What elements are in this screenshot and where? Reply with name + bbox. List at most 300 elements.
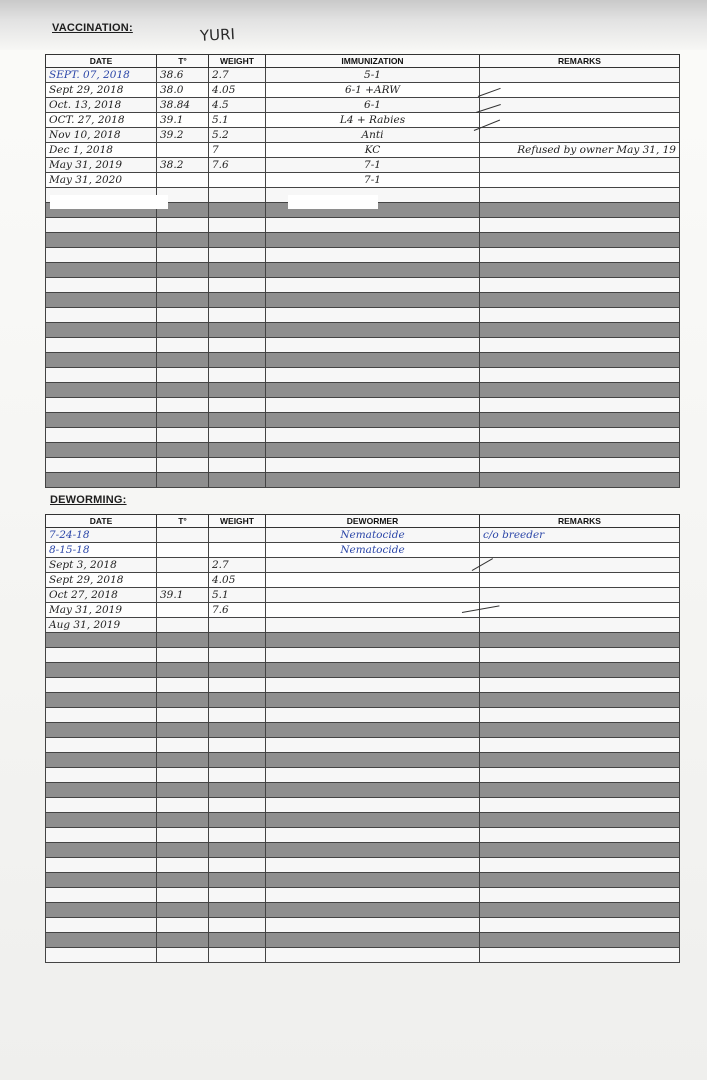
deworming-cell-temp	[157, 648, 209, 663]
deworming-cell-weight: 2.7	[209, 558, 266, 573]
deworming-cell-weight	[209, 933, 266, 948]
deworming-cell-weight	[209, 738, 266, 753]
deworming-cell-temp	[157, 738, 209, 753]
vaccination-cell-date	[46, 443, 157, 458]
deworming-cell-weight: 4.05	[209, 573, 266, 588]
deworming-cell-date	[46, 693, 157, 708]
deworming-header-dewormer: DEWORMER	[266, 515, 480, 528]
deworming-cell-date	[46, 933, 157, 948]
deworming-cell-weight	[209, 753, 266, 768]
vaccination-row	[46, 248, 680, 263]
deworming-cell-weight	[209, 678, 266, 693]
deworming-row	[46, 693, 680, 708]
vaccination-cell-temp	[157, 428, 209, 443]
deworming-cell-weight	[209, 723, 266, 738]
deworming-row	[46, 948, 680, 963]
deworming-cell-temp	[157, 783, 209, 798]
deworming-row	[46, 828, 680, 843]
vaccination-cell-date	[46, 458, 157, 473]
deworming-cell-remarks	[480, 783, 680, 798]
vaccination-cell-temp	[157, 473, 209, 488]
deworming-cell-date	[46, 843, 157, 858]
vaccination-header-immunization: IMMUNIZATION	[266, 55, 480, 68]
vaccination-cell-date	[46, 218, 157, 233]
vaccination-cell-weight	[209, 218, 266, 233]
deworming-cell-dewormer	[266, 708, 480, 723]
deworming-cell-date: 8-15-18	[46, 543, 157, 558]
vaccination-cell-date	[46, 308, 157, 323]
deworming-cell-date	[46, 903, 157, 918]
vaccination-cell-weight	[209, 278, 266, 293]
vaccination-cell-temp	[157, 263, 209, 278]
deworming-cell-weight	[209, 873, 266, 888]
deworming-cell-remarks	[480, 948, 680, 963]
deworming-cell-date: 7-24-18	[46, 528, 157, 543]
deworming-cell-temp	[157, 528, 209, 543]
vaccination-cell-remarks	[480, 353, 680, 368]
vaccination-cell-remarks	[480, 293, 680, 308]
vaccination-row	[46, 353, 680, 368]
vaccination-cell-immunization: 6-1	[266, 98, 480, 113]
deworming-cell-dewormer	[266, 693, 480, 708]
vaccination-cell-immunization	[266, 443, 480, 458]
deworming-cell-temp	[157, 558, 209, 573]
deworming-cell-dewormer	[266, 933, 480, 948]
vaccination-cell-weight	[209, 413, 266, 428]
vaccination-cell-remarks	[480, 263, 680, 278]
deworming-cell-remarks	[480, 858, 680, 873]
vaccination-cell-immunization: 7-1	[266, 173, 480, 188]
vaccination-cell-immunization	[266, 308, 480, 323]
deworming-header-temp: T°	[157, 515, 209, 528]
deworming-cell-remarks	[480, 633, 680, 648]
deworming-cell-temp	[157, 723, 209, 738]
vaccination-cell-immunization	[266, 278, 480, 293]
deworming-cell-date	[46, 948, 157, 963]
vaccination-cell-temp	[157, 338, 209, 353]
deworming-cell-dewormer	[266, 573, 480, 588]
deworming-cell-temp	[157, 753, 209, 768]
vaccination-row	[46, 323, 680, 338]
deworming-cell-remarks	[480, 618, 680, 633]
deworming-cell-remarks	[480, 903, 680, 918]
vaccination-cell-immunization: Anti	[266, 128, 480, 143]
deworming-cell-weight	[209, 663, 266, 678]
vaccination-cell-immunization	[266, 428, 480, 443]
vaccination-cell-weight	[209, 323, 266, 338]
deworming-cell-temp	[157, 903, 209, 918]
vaccination-row	[46, 458, 680, 473]
vaccination-cell-temp	[157, 458, 209, 473]
vaccination-row	[46, 473, 680, 488]
vaccination-cell-temp: 38.84	[157, 98, 209, 113]
deworming-cell-temp	[157, 543, 209, 558]
deworming-cell-weight	[209, 633, 266, 648]
deworming-cell-date	[46, 648, 157, 663]
vaccination-cell-immunization	[266, 263, 480, 278]
deworming-header-weight: WEIGHT	[209, 515, 266, 528]
deworming-cell-weight	[209, 783, 266, 798]
deworming-cell-remarks	[480, 798, 680, 813]
deworming-cell-temp	[157, 948, 209, 963]
deworming-cell-weight	[209, 798, 266, 813]
deworming-cell-temp	[157, 933, 209, 948]
vaccination-cell-temp: 39.1	[157, 113, 209, 128]
vaccination-cell-date	[46, 368, 157, 383]
deworming-cell-dewormer	[266, 828, 480, 843]
vaccination-cell-immunization	[266, 398, 480, 413]
deworming-cell-remarks	[480, 918, 680, 933]
vaccination-cell-weight: 5.1	[209, 113, 266, 128]
deworming-cell-remarks: c/o breeder	[480, 528, 680, 543]
deworming-header-row	[46, 515, 680, 528]
deworming-cell-remarks	[480, 558, 680, 573]
vaccination-cell-date	[46, 293, 157, 308]
vaccination-cell-immunization	[266, 233, 480, 248]
vaccination-cell-date	[46, 338, 157, 353]
deworming-cell-dewormer	[266, 918, 480, 933]
deworming-cell-weight	[209, 768, 266, 783]
vaccination-cell-remarks	[480, 398, 680, 413]
deworming-row	[46, 543, 680, 558]
vaccination-cell-immunization: 5-1	[266, 68, 480, 83]
deworming-table	[45, 514, 680, 963]
deworming-cell-dewormer	[266, 558, 480, 573]
deworming-cell-dewormer	[266, 783, 480, 798]
deworming-cell-date	[46, 888, 157, 903]
deworming-cell-remarks	[480, 543, 680, 558]
deworming-cell-date	[46, 738, 157, 753]
vaccination-cell-weight	[209, 248, 266, 263]
vaccination-cell-immunization	[266, 323, 480, 338]
vaccination-row	[46, 278, 680, 293]
vaccination-row	[46, 218, 680, 233]
deworming-row	[46, 663, 680, 678]
deworming-row	[46, 648, 680, 663]
vaccination-row	[46, 158, 680, 173]
deworming-header-remarks: REMARKS	[480, 515, 680, 528]
deworming-cell-remarks	[480, 573, 680, 588]
vaccination-cell-remarks: Refused by owner May 31, 19	[480, 143, 680, 158]
vaccination-row	[46, 338, 680, 353]
deworming-row	[46, 558, 680, 573]
deworming-cell-dewormer	[266, 858, 480, 873]
vaccination-cell-temp: 38.6	[157, 68, 209, 83]
deworming-cell-temp	[157, 633, 209, 648]
vaccination-row	[46, 143, 680, 158]
deworming-cell-weight	[209, 693, 266, 708]
deworming-cell-date	[46, 633, 157, 648]
vaccination-cell-remarks	[480, 443, 680, 458]
vaccination-row	[46, 413, 680, 428]
deworming-row	[46, 738, 680, 753]
vaccination-header-temp: T°	[157, 55, 209, 68]
deworming-row	[46, 843, 680, 858]
deworming-cell-date	[46, 783, 157, 798]
vaccination-row	[46, 68, 680, 83]
vaccination-cell-remarks	[480, 278, 680, 293]
deworming-cell-remarks	[480, 888, 680, 903]
vaccination-cell-weight	[209, 458, 266, 473]
deworming-cell-remarks	[480, 693, 680, 708]
vaccination-header-remarks: REMARKS	[480, 55, 680, 68]
vaccination-cell-temp	[157, 398, 209, 413]
deworming-cell-weight	[209, 648, 266, 663]
deworming-cell-date	[46, 708, 157, 723]
deworming-cell-dewormer	[266, 678, 480, 693]
deworming-cell-temp	[157, 663, 209, 678]
deworming-cell-temp	[157, 858, 209, 873]
deworming-cell-remarks	[480, 588, 680, 603]
deworming-cell-dewormer	[266, 633, 480, 648]
deworming-row	[46, 768, 680, 783]
vaccination-header-row	[46, 55, 680, 68]
vaccination-cell-weight	[209, 188, 266, 203]
deworming-cell-weight	[209, 918, 266, 933]
deworming-cell-dewormer	[266, 618, 480, 633]
vaccination-cell-immunization	[266, 293, 480, 308]
deworming-cell-date	[46, 828, 157, 843]
deworming-cell-remarks	[480, 873, 680, 888]
vaccination-cell-remarks	[480, 248, 680, 263]
vaccination-cell-weight: 7.6	[209, 158, 266, 173]
vaccination-row	[46, 443, 680, 458]
vaccination-cell-remarks	[480, 368, 680, 383]
deworming-row	[46, 933, 680, 948]
vaccination-cell-date	[46, 233, 157, 248]
vaccination-title: VACCINATION:	[52, 22, 133, 34]
deworming-cell-dewormer	[266, 813, 480, 828]
redaction-box	[50, 195, 168, 209]
deworming-row	[46, 753, 680, 768]
vaccination-cell-immunization	[266, 458, 480, 473]
deworming-cell-date	[46, 798, 157, 813]
vaccination-cell-temp	[157, 353, 209, 368]
deworming-row	[46, 783, 680, 798]
vaccination-cell-weight: 4.5	[209, 98, 266, 113]
deworming-cell-remarks	[480, 843, 680, 858]
deworming-cell-remarks	[480, 933, 680, 948]
vaccination-cell-weight: 7	[209, 143, 266, 158]
deworming-cell-weight	[209, 843, 266, 858]
pet-name: YURI	[199, 25, 236, 45]
vaccination-cell-weight: 4.05	[209, 83, 266, 98]
deworming-cell-dewormer: Nematocide	[266, 543, 480, 558]
vaccination-cell-temp: 38.2	[157, 158, 209, 173]
vaccination-cell-remarks	[480, 83, 680, 98]
vaccination-cell-immunization	[266, 473, 480, 488]
deworming-row	[46, 798, 680, 813]
vaccination-cell-weight: 5.2	[209, 128, 266, 143]
vaccination-row	[46, 368, 680, 383]
deworming-header-date: DATE	[46, 515, 157, 528]
deworming-cell-dewormer	[266, 798, 480, 813]
deworming-cell-dewormer	[266, 903, 480, 918]
vaccination-cell-weight	[209, 203, 266, 218]
vaccination-cell-weight	[209, 293, 266, 308]
vaccination-cell-immunization	[266, 353, 480, 368]
vaccination-cell-remarks	[480, 158, 680, 173]
deworming-cell-date	[46, 723, 157, 738]
vaccination-cell-remarks	[480, 413, 680, 428]
vaccination-cell-immunization	[266, 413, 480, 428]
deworming-cell-temp: 39.1	[157, 588, 209, 603]
vaccination-row	[46, 98, 680, 113]
deworming-cell-remarks	[480, 603, 680, 618]
deworming-cell-remarks	[480, 663, 680, 678]
deworming-cell-dewormer	[266, 738, 480, 753]
vaccination-cell-immunization: 7-1	[266, 158, 480, 173]
vaccination-cell-temp	[157, 443, 209, 458]
vaccination-cell-immunization: L4 + Rabies	[266, 113, 480, 128]
deworming-row	[46, 813, 680, 828]
vaccination-row	[46, 173, 680, 188]
vaccination-row	[46, 293, 680, 308]
deworming-cell-remarks	[480, 678, 680, 693]
vaccination-cell-temp	[157, 143, 209, 158]
deworming-row	[46, 618, 680, 633]
vaccination-cell-date: OCT. 27, 2018	[46, 113, 157, 128]
vaccination-cell-date: May 31, 2020	[46, 173, 157, 188]
deworming-cell-dewormer	[266, 648, 480, 663]
deworming-row	[46, 678, 680, 693]
vaccination-cell-remarks	[480, 473, 680, 488]
deworming-cell-dewormer	[266, 723, 480, 738]
deworming-cell-weight	[209, 543, 266, 558]
deworming-cell-date	[46, 873, 157, 888]
vaccination-cell-remarks	[480, 308, 680, 323]
vaccination-cell-temp	[157, 293, 209, 308]
vaccination-cell-weight	[209, 398, 266, 413]
vaccination-row	[46, 263, 680, 278]
vaccination-cell-immunization: 6-1 +ARW	[266, 83, 480, 98]
vaccination-cell-temp	[157, 413, 209, 428]
vaccination-cell-weight	[209, 338, 266, 353]
deworming-row	[46, 858, 680, 873]
deworming-cell-remarks	[480, 738, 680, 753]
vaccination-cell-weight	[209, 233, 266, 248]
vaccination-cell-immunization	[266, 338, 480, 353]
vaccination-cell-date	[46, 473, 157, 488]
deworming-cell-weight	[209, 948, 266, 963]
vaccination-row	[46, 428, 680, 443]
vaccination-cell-temp	[157, 278, 209, 293]
deworming-row	[46, 903, 680, 918]
deworming-cell-date: Sept 3, 2018	[46, 558, 157, 573]
deworming-cell-remarks	[480, 828, 680, 843]
deworming-cell-dewormer	[266, 873, 480, 888]
vaccination-row	[46, 383, 680, 398]
deworming-cell-temp	[157, 768, 209, 783]
deworming-cell-weight	[209, 528, 266, 543]
deworming-cell-date	[46, 858, 157, 873]
deworming-cell-temp	[157, 618, 209, 633]
vaccination-cell-date: May 31, 2019	[46, 158, 157, 173]
deworming-cell-dewormer	[266, 948, 480, 963]
deworming-cell-remarks	[480, 768, 680, 783]
vaccination-cell-date	[46, 398, 157, 413]
vaccination-cell-remarks	[480, 323, 680, 338]
vaccination-cell-weight	[209, 473, 266, 488]
vaccination-cell-date	[46, 428, 157, 443]
deworming-cell-date	[46, 768, 157, 783]
deworming-cell-dewormer	[266, 663, 480, 678]
deworming-cell-date: Oct 27, 2018	[46, 588, 157, 603]
vaccination-cell-remarks	[480, 173, 680, 188]
vaccination-cell-date: Oct. 13, 2018	[46, 98, 157, 113]
vaccination-cell-temp: 38.0	[157, 83, 209, 98]
vaccination-cell-remarks	[480, 98, 680, 113]
vaccination-cell-immunization	[266, 218, 480, 233]
deworming-row	[46, 873, 680, 888]
vaccination-cell-temp	[157, 383, 209, 398]
deworming-cell-date: May 31, 2019	[46, 603, 157, 618]
deworming-cell-date	[46, 753, 157, 768]
deworming-row	[46, 708, 680, 723]
vaccination-row	[46, 83, 680, 98]
vaccination-row	[46, 128, 680, 143]
deworming-cell-temp	[157, 813, 209, 828]
vaccination-cell-temp: 39.2	[157, 128, 209, 143]
deworming-cell-temp	[157, 573, 209, 588]
vaccination-cell-weight: 2.7	[209, 68, 266, 83]
deworming-cell-dewormer	[266, 843, 480, 858]
deworming-row	[46, 633, 680, 648]
deworming-cell-weight	[209, 708, 266, 723]
deworming-cell-temp	[157, 603, 209, 618]
vaccination-cell-weight	[209, 353, 266, 368]
vaccination-cell-temp	[157, 218, 209, 233]
redaction-box	[288, 195, 378, 209]
deworming-cell-weight	[209, 858, 266, 873]
deworming-cell-remarks	[480, 648, 680, 663]
deworming-cell-weight	[209, 888, 266, 903]
vaccination-header-weight: WEIGHT	[209, 55, 266, 68]
deworming-cell-remarks	[480, 723, 680, 738]
vaccination-row	[46, 398, 680, 413]
vaccination-cell-remarks	[480, 428, 680, 443]
deworming-cell-temp	[157, 708, 209, 723]
deworming-cell-date	[46, 663, 157, 678]
vaccination-cell-weight	[209, 173, 266, 188]
deworming-cell-temp	[157, 873, 209, 888]
deworming-row	[46, 573, 680, 588]
deworming-cell-dewormer: Nematocide	[266, 528, 480, 543]
vaccination-cell-immunization	[266, 368, 480, 383]
deworming-cell-weight	[209, 828, 266, 843]
deworming-cell-date	[46, 813, 157, 828]
vaccination-cell-date: Dec 1, 2018	[46, 143, 157, 158]
deworming-cell-remarks	[480, 708, 680, 723]
deworming-cell-date: Sept 29, 2018	[46, 573, 157, 588]
vaccination-cell-remarks	[480, 188, 680, 203]
deworming-cell-weight: 5.1	[209, 588, 266, 603]
vaccination-cell-remarks	[480, 113, 680, 128]
vaccination-cell-date: SEPT. 07, 2018	[46, 68, 157, 83]
vaccination-cell-immunization	[266, 383, 480, 398]
deworming-row	[46, 588, 680, 603]
vaccination-cell-date: Nov 10, 2018	[46, 128, 157, 143]
vaccination-cell-date	[46, 263, 157, 278]
deworming-cell-temp	[157, 798, 209, 813]
vaccination-table	[45, 54, 680, 488]
vaccination-cell-weight	[209, 263, 266, 278]
vaccination-cell-temp	[157, 248, 209, 263]
vaccination-cell-remarks	[480, 68, 680, 83]
vaccination-cell-weight	[209, 428, 266, 443]
deworming-cell-dewormer	[266, 753, 480, 768]
vaccination-cell-immunization	[266, 248, 480, 263]
